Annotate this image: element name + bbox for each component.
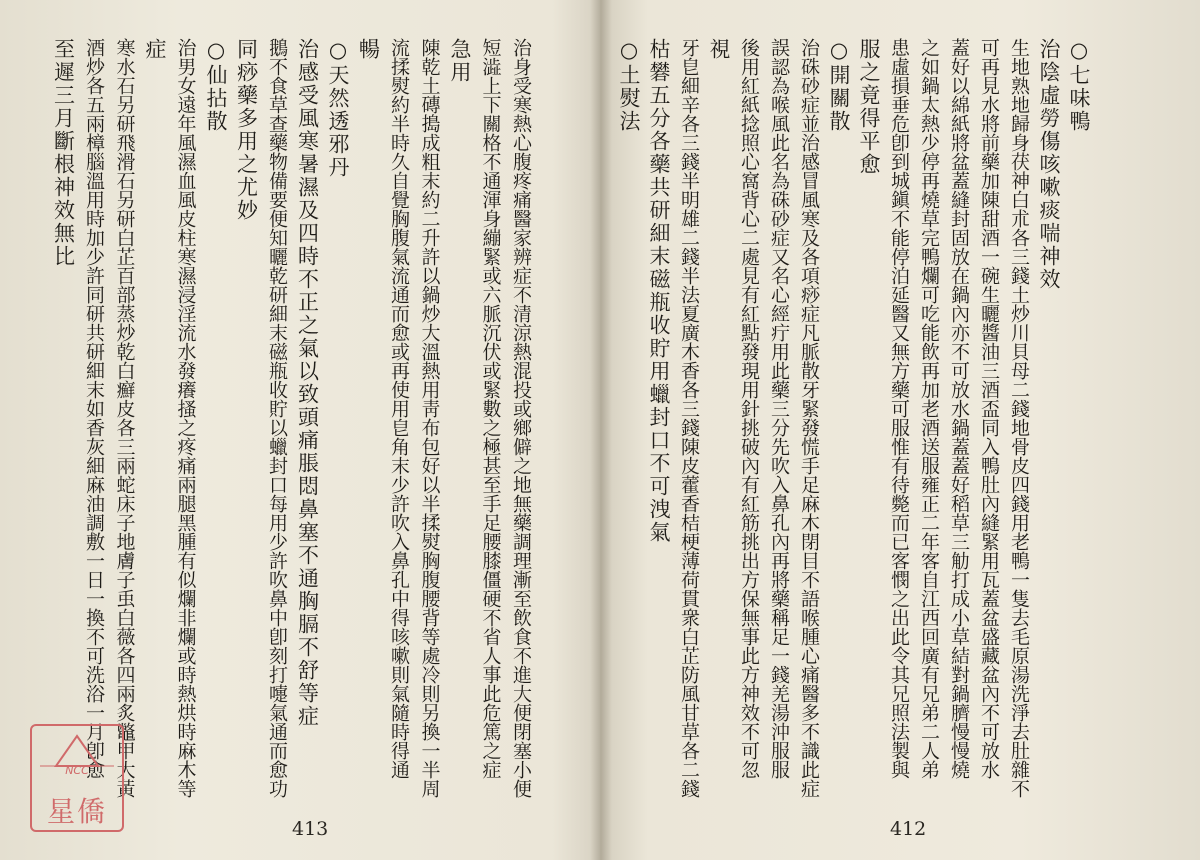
- left-page-text-column: 短澁上下關格不通渾身繃緊或六脈沉伏或緊數之極甚至手足腰膝僵硬不省人事此危篤之症: [479, 38, 502, 779]
- left-page-text-column: 至遲三月斷根神效無比: [51, 38, 76, 268]
- publisher-stamp: [30, 724, 124, 832]
- right-page-text-column: 生地熟地歸身茯神白朮各三錢土炒川貝母二錢地骨皮四錢用老鴨一隻去毛原湯洗淨去肚雜不: [1008, 38, 1030, 798]
- right-page-text-column: 誤認為喉風此名為硃砂症又名心經疔用此藥三分先吹入鼻孔內再將藥稱足一錢羌湯沖服服: [768, 38, 790, 779]
- right-page-text-column: 蓋好以綿紙將盆蓋縫封固放在鍋內亦不可放水鍋蓋蓋好稻草三觔打成小草結對鍋臍慢慢燒: [948, 38, 970, 779]
- right-page-text-column: 之如鍋太熱少停再燒草完鴨爛可吃能飲再加老酒送服雍正二年客自江西回廣有兄弟二人弟: [918, 38, 940, 779]
- right-page-text-column: 枯礬五分各藥共研細末磁瓶收貯用蠟封口不可洩氣: [647, 38, 671, 544]
- stamp-name: 星僑: [46, 795, 107, 828]
- right-page-text-column: 治陰虛勞傷咳嗽痰喘神效: [1037, 38, 1061, 291]
- left-page-text-column: 治男女遠年風濕血風皮柱寒濕浸淫流水發癢搔之疼痛兩腿黑腫有似爛非爛或時熱烘時麻木等: [174, 38, 197, 798]
- left-page-text-column: ○天然透邪丹: [326, 38, 350, 179]
- left-page-text-column: 酒炒各五兩樟腦溫用時加少許同研共研細末如香灰細麻油調敷一日一換不可洗浴一月卽愈: [83, 38, 105, 779]
- right-page-text-column: ○土熨法: [617, 38, 641, 133]
- left-page-text-column: 同痧藥多用之尤妙: [234, 38, 259, 222]
- left-page-text-column: 治感受風寒暑濕及四時不正之氣以致頭痛脹悶鼻塞不通胸膈不舒等症: [295, 38, 320, 728]
- right-page-number: 412: [890, 818, 927, 840]
- left-page-number: 413: [292, 818, 329, 840]
- right-page-text-column: ○七味鴨: [1067, 38, 1091, 133]
- right-page-text-column: 治硃砂症並治感冒風寒及各項痧症凡脈散牙緊發慌手足麻木閉目不語喉腫心痛醫多不識此症: [798, 38, 820, 798]
- left-page-text-column: 流揉熨約半時久自覺胸腹氣流通而愈或再使用皀角末少許吹入鼻孔中得咳嗽則氣隨時得通: [388, 38, 410, 779]
- book-gutter: [590, 0, 612, 860]
- right-page: [600, 0, 1200, 860]
- right-page-text-column: 牙皀細辛各三錢半明雄二錢半法夏廣木香各三錢陳皮藿香桔梗薄荷貫衆白芷防風甘草各二錢: [678, 38, 700, 798]
- left-page-text-column: 暢: [356, 38, 381, 61]
- right-page-text-column: ○開關散: [827, 38, 851, 133]
- left-page-text-column: 陳乾土磚搗成粗末約二升許以鍋炒大溫熱用靑布包好以半揉熨胸腹腰背等處冷則另換一半周: [418, 38, 441, 798]
- left-page-text-column: 寒水石另研飛滑石另研白芷百部蒸炒乾白癬皮各三兩蛇床子地膚子䖝白薇各四兩炙鼈甲大黃: [113, 38, 136, 798]
- right-page-text-column: 後用紅紙捻照心窩背心二處見有紅點發現用針挑破內有紅筋挑出方保無事此方神效不可忽: [738, 38, 760, 779]
- right-page-text-column: 可再見水將前藥加陳甜酒一碗生曬醬油三酒盃同入鴨肚內縫緊用瓦蓋盆盛藏盆內不可放水: [978, 38, 1000, 779]
- left-page-text-column: 鵝不食草查藥物備要便知曬乾研細末磁瓶收貯以蠟封口每用少許吹鼻中卽刻打嚏氣通而愈功: [266, 38, 288, 798]
- left-page-text-column: ○仙拈散: [204, 38, 228, 133]
- stamp-label: NCC: [65, 764, 89, 777]
- left-page-text-column: 急用: [448, 38, 472, 84]
- left-page-text-column: 治身受寒熱心腹疼痛醫家辨症不清涼熱混投或鄉僻之地無藥調理漸至飲食不進大便閉塞小便: [510, 38, 532, 798]
- right-page-text-column: 服之竟得平愈: [857, 38, 881, 176]
- right-page-text-column: 患虛損垂危卽到城鎭不能停泊延醫又無方藥可服惟有待斃而已客憫之出此令其兄照法製與: [888, 38, 910, 779]
- left-page-text-column: 症: [143, 38, 167, 61]
- right-page-text-column: 視: [707, 38, 731, 61]
